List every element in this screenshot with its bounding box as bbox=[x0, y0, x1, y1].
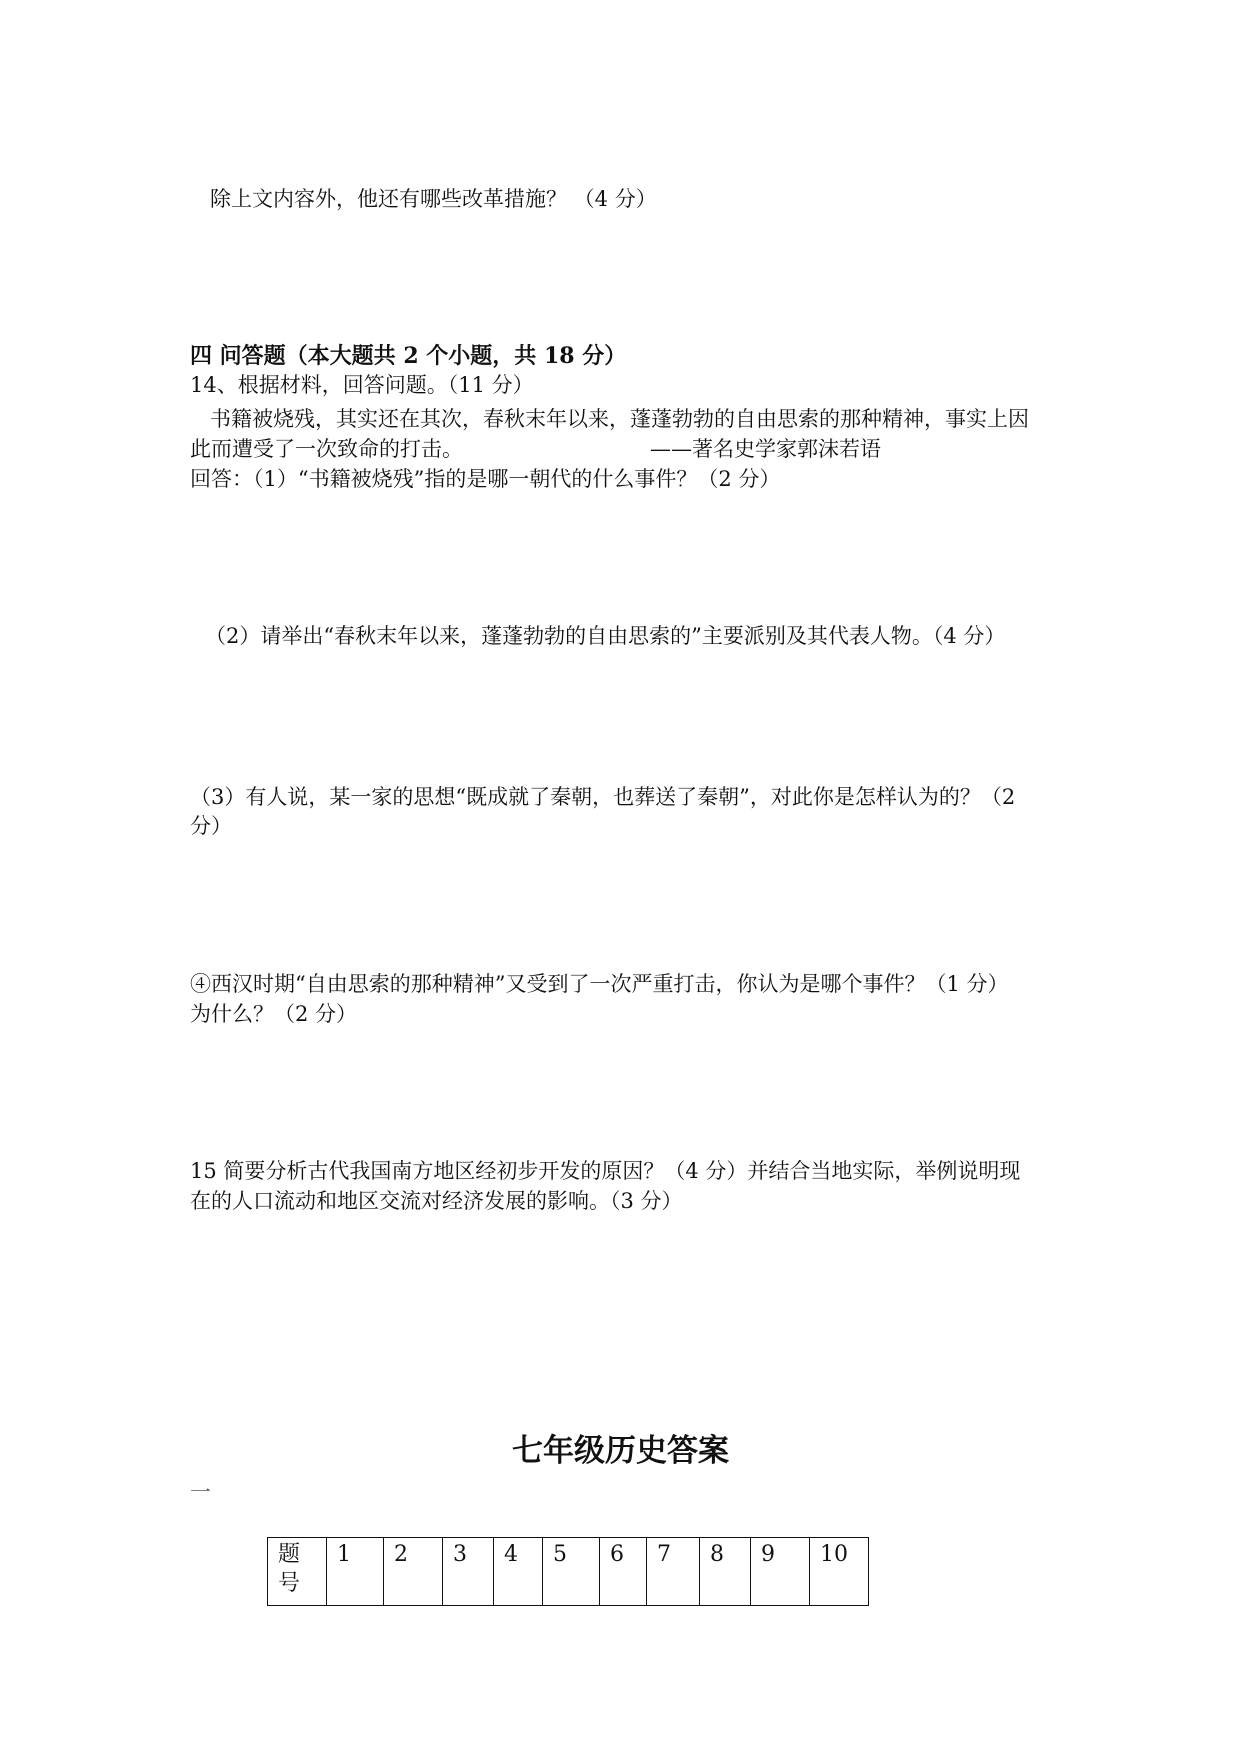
q13-extra-question: 除上文内容外，他还有哪些改革措施？ （4 分） bbox=[210, 187, 657, 211]
answers-section-mark: 一 bbox=[190, 1480, 211, 1504]
q15-line2: 在的人口流动和地区交流对经济发展的影响。（3 分） bbox=[190, 1189, 683, 1213]
answer-number-cell: 5 bbox=[543, 1538, 600, 1606]
answer-table-row bbox=[268, 1538, 869, 1606]
answer-table-header-cell bbox=[268, 1538, 327, 1606]
q14-sub4-line1: ④西汉时期“自由思索的那种精神”又受到了一次严重打击，你认为是哪个事件？（1 分） bbox=[190, 972, 1009, 996]
q14-sub1: 回答：（1）“书籍被烧残”指的是哪一朝代的什么事件？（2 分） bbox=[190, 467, 781, 491]
q14-sub3-line1: （3）有人说，某一家的思想“既成就了秦朝，也葬送了秦朝”，对此你是怎样认为的？（2 bbox=[190, 785, 1016, 809]
answer-number-cell: 10 bbox=[810, 1538, 869, 1606]
answer-number-cell: 2 bbox=[384, 1538, 443, 1606]
q14-sub2: （2）请举出“春秋末年以来，蓬蓬勃勃的自由思索的”主要派别及其代表人物。（4 分） bbox=[205, 624, 1006, 648]
q14-quote-line2: 此而遭受了一次致命的打击。 bbox=[190, 437, 463, 461]
answer-number-cell: 1 bbox=[327, 1538, 384, 1606]
answer-number-cell: 3 bbox=[443, 1538, 494, 1606]
q14-quote-attribution: ——著名史学家郭沫若语 bbox=[650, 437, 881, 461]
answer-number-cell: 6 bbox=[600, 1538, 647, 1606]
answer-number-cell: 4 bbox=[494, 1538, 543, 1606]
q14-sub4-line2: 为什么？（2 分） bbox=[190, 1002, 358, 1026]
q15-line1: 15 简要分析古代我国南方地区经初步开发的原因？（4 分）并结合当地实际，举例说明现 bbox=[190, 1159, 1021, 1183]
q14-sub3-line2: 分） bbox=[190, 814, 232, 838]
header-line2: 号 bbox=[278, 1571, 301, 1596]
answer-number-cell: 9 bbox=[751, 1538, 810, 1606]
q14-intro: 14、根据材料，回答问题。（11 分） bbox=[190, 373, 534, 397]
answer-number-cell: 7 bbox=[647, 1538, 700, 1606]
section-4-heading: 四 问答题（本大题共 2 个小题，共 18 分） bbox=[190, 343, 627, 369]
answer-table bbox=[267, 1537, 869, 1606]
answers-title: 七年级历史答案 bbox=[512, 1433, 729, 1469]
q14-quote-line1: 书籍被烧残，其实还在其次，春秋末年以来，蓬蓬勃勃的自由思索的那种精神，事实上因 bbox=[210, 407, 1029, 431]
header-line1: 题 bbox=[278, 1542, 301, 1567]
answer-number-cell: 8 bbox=[700, 1538, 751, 1606]
